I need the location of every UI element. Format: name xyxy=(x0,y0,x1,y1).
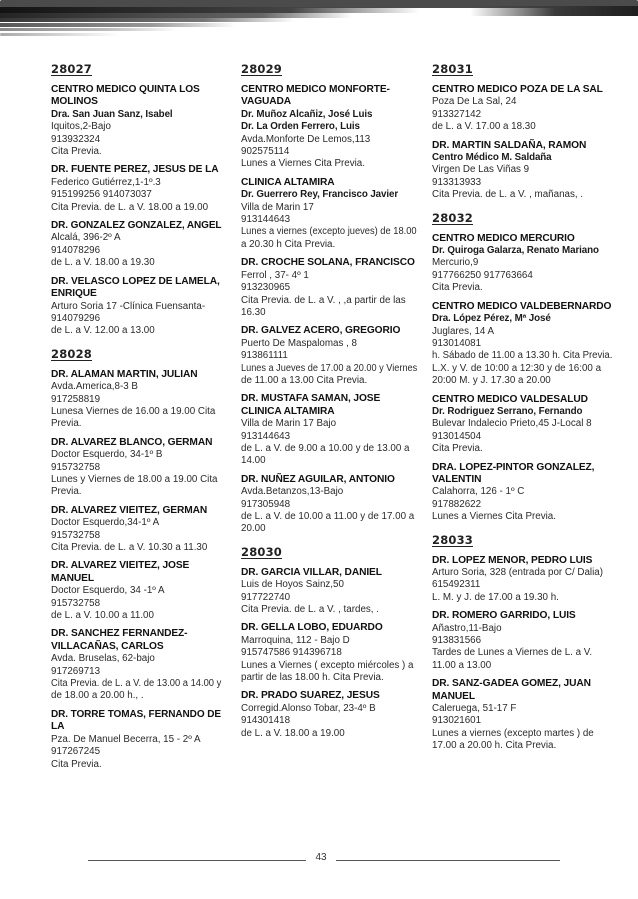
entry-detail: Cita Previa. de L. a V. de 13.00 a 14.00 y xyxy=(51,678,222,690)
directory-entry xyxy=(432,610,612,672)
entry-name: VAGUADA xyxy=(241,96,292,108)
entry-detail: 14.00 xyxy=(241,455,266,467)
entry-detail: Luis de Hoyos Sainz,50 xyxy=(241,579,344,591)
entry-detail: Juglares, 14 A xyxy=(432,325,495,337)
entry-detail: 913313933 xyxy=(432,176,482,188)
entry-detail: 20:00 M. y J. 17.30 a 20.00 xyxy=(432,375,551,387)
entry-detail: Arturo Soria, 328 (entrada por C/ Dalia) xyxy=(432,567,603,578)
entry-detail: 913932324 xyxy=(51,133,101,145)
directory-entry xyxy=(432,678,612,752)
entry-detail: 16.30 xyxy=(241,306,266,318)
entry-detail: de L. a V. 17.00 a 18.30 xyxy=(432,121,536,133)
entry-detail: Marroquina, 112 - Bajo D xyxy=(241,634,350,646)
entry-detail: de 11.00 a 13.00 Cita Previa. xyxy=(241,374,368,386)
entry-detail: 11.00 a 13.00 xyxy=(432,659,492,671)
entry-detail: 917258819 xyxy=(51,393,101,405)
entry-detail: Previa. xyxy=(51,486,82,498)
entry-detail: 902575114 xyxy=(241,146,290,158)
entry-detail: h. Sábado de 11.00 a 13.30 h. Cita Previa. xyxy=(432,350,613,362)
entry-detail: 17.00 a 20.00 h. Cita Previa. xyxy=(432,740,557,752)
entry-name: VALENTIN xyxy=(432,473,482,485)
entry-detail: 917269713 xyxy=(51,665,101,677)
directory-entry xyxy=(51,437,221,499)
entry-detail: Alcalá, 396-2º A xyxy=(51,232,121,244)
entry-detail: Doctor Esquerdo,34-1º A xyxy=(51,517,160,529)
entry-detail: 914078296 xyxy=(51,244,101,256)
entry-detail: Lunes a viernes (excepto jueves) de 18.00 xyxy=(241,226,417,238)
entry-detail: 915732758 xyxy=(51,461,101,473)
entry-detail: 917305948 xyxy=(241,498,291,510)
postal-code-heading: 28029 xyxy=(241,62,283,76)
entry-detail: de L. a V. 12.00 a 13.00 xyxy=(51,325,155,337)
entry-name: DR. ALVAREZ VIEITEZ, GERMAN xyxy=(51,504,208,516)
entry-detail: Doctor Esquerdo, 34-1º B xyxy=(51,449,163,461)
entry-detail: Calahorra, 126 - 1º C xyxy=(432,486,525,498)
directory-entry xyxy=(51,276,221,338)
directory-columns xyxy=(51,62,611,842)
entry-name: DR. ALVAREZ BLANCO, GERMAN xyxy=(51,436,213,448)
entry-detail: Cita Previa. de L. a V. , mañanas, . xyxy=(432,189,584,201)
entry-name: MOLINOS xyxy=(51,96,98,108)
entry-detail: Lunes a Viernes Cita Previa. xyxy=(241,158,365,170)
entry-name: CENTRO MEDICO VALDESALUD xyxy=(432,393,588,405)
postal-code-heading: 28030 xyxy=(241,544,283,559)
page-number: 43 xyxy=(315,852,327,863)
directory-entry xyxy=(241,84,417,171)
entry-detail: Cita Previa. xyxy=(432,282,483,294)
entry-detail: 915732758 xyxy=(51,529,101,541)
entry-detail: Caleruega, 51-17 F xyxy=(432,703,517,715)
entry-detail: Avda. Bruselas, 62-bajo xyxy=(51,653,155,665)
entry-detail: Iquitos,2-Bajo xyxy=(51,121,111,133)
directory-entry xyxy=(432,462,612,524)
entry-detail: de 18.00 a 20.00 h., . xyxy=(51,690,144,702)
postal-code-heading: 28033 xyxy=(432,532,474,547)
entry-detail: 913831566 xyxy=(432,635,482,647)
directory-entry xyxy=(432,301,612,388)
entry-name: DR. GARCIA VILLAR, DANIEL xyxy=(241,566,382,578)
entry-name: MANUEL xyxy=(432,690,475,702)
entry-detail: de L. a V. 18.00 a 19.30 xyxy=(51,257,155,269)
entry-name: DR. ALVAREZ VIEITEZ, JOSE xyxy=(51,560,190,572)
entry-name: CENTRO MEDICO QUINTA LOS xyxy=(51,84,200,95)
postal-code-heading: 28032 xyxy=(432,210,474,225)
directory-entry xyxy=(432,84,612,134)
entry-detail: Arturo Soria 17 -Clínica Fuensanta- xyxy=(51,300,206,312)
entry-detail: 915732758 xyxy=(51,597,101,609)
entry-detail: Federico Gutiérrez,1-1º.3 xyxy=(51,176,161,188)
entry-detail: Avda.America,8-3 B xyxy=(51,381,138,393)
entry-name: DR. LOPEZ MENOR, PEDRO LUIS xyxy=(432,554,593,566)
entry-name: DR. MUSTAFA SAMAN, JOSE xyxy=(241,393,381,405)
entry-name: CENTRO MEDICO POZA DE LA SAL xyxy=(432,84,603,95)
entry-detail: 913144643 xyxy=(241,214,291,226)
entry-name: DR. VELASCO LOPEZ DE LAMELA, xyxy=(51,275,220,287)
page-footer xyxy=(0,848,638,868)
entry-subname: Dra. López Pérez, Mª José xyxy=(432,313,551,325)
entry-detail: L.X. y V. de 10:00 a 12:30 y de 16:00 a xyxy=(432,362,602,374)
entry-detail: Cita Previa. xyxy=(51,758,102,770)
entry-name: DR. SANCHEZ FERNANDEZ- xyxy=(51,628,188,640)
entry-detail: Villa de Marin 17 xyxy=(241,201,314,213)
entry-name: DR. NUÑEZ AGUILAR, ANTONIO xyxy=(241,473,395,485)
directory-entry xyxy=(432,555,612,605)
directory-entry xyxy=(51,505,221,555)
entry-name: DR. GELLA LOBO, EDUARDO xyxy=(241,622,383,634)
directory-entry xyxy=(51,84,221,158)
entry-detail: 913144643 xyxy=(241,430,291,442)
entry-detail: partir de las 18.00 h. Cita Previa. xyxy=(241,672,384,684)
entry-detail: Pza. De Manuel Becerra, 15 - 2º A xyxy=(51,733,201,745)
postal-code-heading: 28028 xyxy=(51,346,93,361)
entry-detail: Cita Previa. xyxy=(51,146,102,158)
footer-rule-right xyxy=(336,860,560,861)
directory-entry xyxy=(241,393,417,467)
directory-entry xyxy=(51,164,221,214)
entry-name: DR. FUENTE PEREZ, JESUS DE LA xyxy=(51,164,219,176)
entry-detail: 913230965 xyxy=(241,282,291,294)
entry-detail: 915747586 914396718 xyxy=(241,647,342,659)
entry-detail: 913327142 xyxy=(432,108,482,120)
directory-entry xyxy=(241,325,417,387)
entry-detail: Mercurio,9 xyxy=(432,257,479,269)
entry-detail: Puerto De Maspalomas , 8 xyxy=(241,337,357,349)
footer-rule-left xyxy=(88,860,306,861)
entry-detail: Lunes a viernes (excepto martes ) de xyxy=(432,727,594,739)
directory-entry xyxy=(241,622,417,684)
entry-detail: 913014081 xyxy=(432,337,482,349)
entry-name: VILLACAÑAS, CARLOS xyxy=(51,640,164,652)
entry-name: ENRIQUE xyxy=(51,288,97,300)
entry-detail: 20.00 xyxy=(241,523,266,535)
entry-subname: Dr. Guerrero Rey, Francisco Javier xyxy=(241,189,399,201)
entry-detail: Virgen De Las Viñas 9 xyxy=(432,164,530,176)
entry-name: DR. PRADO SUAREZ, JESUS xyxy=(241,690,380,702)
entry-subname: Centro Médico M. Saldaña xyxy=(432,152,552,164)
entry-name: DR. TORRE TOMAS, FERNANDO DE xyxy=(51,708,221,720)
entry-detail: Doctor Esquerdo, 34 -1º A xyxy=(51,585,165,597)
entry-detail: Bulevar Indalecio Prieto,45 J-Local 8 xyxy=(432,418,592,430)
entry-detail: 915199256 914073037 xyxy=(51,189,152,201)
column-3 xyxy=(432,62,612,759)
entry-name: DR. SANZ-GADEA GOMEZ, JUAN xyxy=(432,678,591,690)
entry-detail: de L. a V. de 9.00 a 10.00 y de 13.00 a xyxy=(241,442,410,454)
entry-name: MANUEL xyxy=(51,572,94,584)
entry-name: CENTRO MEDICO MONFORTE- xyxy=(241,84,390,95)
postal-code-heading: 28031 xyxy=(432,62,474,76)
directory-entry xyxy=(432,140,612,202)
entry-detail: Corregid.Alonso Tobar, 23-4º B xyxy=(241,702,376,714)
entry-detail: Avda.Betanzos,13-Bajo xyxy=(241,486,344,498)
entry-detail: L. M. y J. de 17.00 a 19.30 h. xyxy=(432,591,559,603)
entry-detail: 914301418 xyxy=(241,715,291,727)
header-brush-decoration xyxy=(0,0,638,46)
entry-detail: 913861111 xyxy=(241,350,288,362)
entry-detail: a 20.30 h Cita Previa. xyxy=(241,238,336,250)
entry-name: DR. ALAMAN MARTIN, JULIAN xyxy=(51,368,198,380)
entry-detail: de L. a V. 10.00 a 11.00 xyxy=(51,610,154,622)
column-2 xyxy=(241,62,417,746)
entry-subname: Dra. San Juan Sanz, Isabel xyxy=(51,108,173,120)
directory-entry xyxy=(241,690,417,740)
directory-entry xyxy=(51,369,221,431)
entry-detail: de L. a V. 18.00 a 19.00 xyxy=(241,727,345,739)
entry-detail: 913014504 xyxy=(432,430,482,442)
entry-detail: Cita Previa. de L. a V. 18.00 a 19.00 xyxy=(51,201,209,213)
entry-detail: Cita Previa. xyxy=(432,443,483,455)
entry-detail: Ferrol , 37- 4º 1 xyxy=(241,269,309,281)
directory-entry xyxy=(51,709,221,771)
entry-name: DR. CROCHE SOLANA, FRANCISCO xyxy=(241,257,415,269)
entry-name: LA xyxy=(51,721,65,733)
directory-entry xyxy=(51,628,221,702)
entry-name: CENTRO MEDICO MERCURIO xyxy=(432,232,575,244)
directory-entry xyxy=(51,560,221,622)
entry-name: DRA. LOPEZ-PINTOR GONZALEZ, xyxy=(432,461,595,473)
postal-code-heading: 28027 xyxy=(51,62,93,76)
entry-detail: 913021601 xyxy=(432,715,482,727)
entry-subname: Dr. Muñoz Alcañiz, José Luis xyxy=(241,108,373,120)
entry-detail: 914079296 xyxy=(51,312,101,324)
entry-detail: 917766250 917763664 xyxy=(432,269,533,281)
column-1 xyxy=(51,62,221,777)
entry-detail: Poza De La Sal, 24 xyxy=(432,96,517,108)
entry-detail: Lunesa Viernes de 16.00 a 19.00 Cita xyxy=(51,405,216,417)
entry-detail: Cita Previa. de L. a V. , ,a partir de las xyxy=(241,294,406,306)
directory-entry xyxy=(241,177,417,251)
directory-entry xyxy=(241,257,417,319)
entry-detail: 917267245 xyxy=(51,746,101,758)
entry-name: DR. GALVEZ ACERO, GREGORIO xyxy=(241,325,401,337)
entry-name: DR. ROMERO GARRIDO, LUIS xyxy=(432,610,576,622)
entry-name: DR. GONZALEZ GONZALEZ, ANGEL xyxy=(51,220,222,232)
entry-detail: Añastro,11-Bajo xyxy=(432,622,502,634)
entry-detail: Lunes a Jueves de 17.00 a 20.00 y Viernes xyxy=(241,362,418,374)
entry-detail: Avda.Monforte De Lemos,113 xyxy=(241,133,371,145)
entry-name: CLINICA ALTAMIRA xyxy=(241,405,335,417)
entry-detail: Previa. xyxy=(51,418,82,430)
entry-detail: Tardes de Lunes a Viernes de L. a V. xyxy=(432,647,593,659)
directory-entry xyxy=(51,220,221,270)
directory-entry xyxy=(432,394,612,456)
entry-name: CENTRO MEDICO VALDEBERNARDO xyxy=(432,300,612,312)
entry-detail: 917882622 xyxy=(432,498,482,510)
entry-detail: 615492311 xyxy=(432,579,481,591)
directory-entry xyxy=(241,567,417,617)
entry-subname: Dr. Quiroga Galarza, Renato Mariano xyxy=(432,245,599,257)
entry-detail: Cita Previa. de L. a V. , tardes, . xyxy=(241,604,379,616)
entry-subname: Dr. La Orden Ferrero, Luis xyxy=(241,121,360,133)
entry-detail: 917722740 xyxy=(241,591,291,603)
entry-subname: Dr. Rodriguez Serrano, Fernando xyxy=(432,405,583,417)
entry-detail: Lunes a Viernes ( excepto miércoles ) a xyxy=(241,659,414,671)
entry-detail: Villa de Marin 17 Bajo xyxy=(241,418,337,430)
entry-name: CLINICA ALTAMIRA xyxy=(241,176,335,188)
directory-entry xyxy=(241,474,417,536)
entry-detail: Lunes a Viernes Cita Previa. xyxy=(432,511,556,523)
entry-detail: de L. a V. de 10.00 a 11.00 y de 17.00 a xyxy=(241,511,415,522)
directory-entry xyxy=(432,233,612,295)
entry-detail: Lunes y Viernes de 18.00 a 19.00 Cita xyxy=(51,473,218,485)
entry-detail: Cita Previa. de L. a V. 10.30 a 11.30 xyxy=(51,542,208,553)
entry-name: DR. MARTIN SALDAÑA, RAMON xyxy=(432,139,587,151)
